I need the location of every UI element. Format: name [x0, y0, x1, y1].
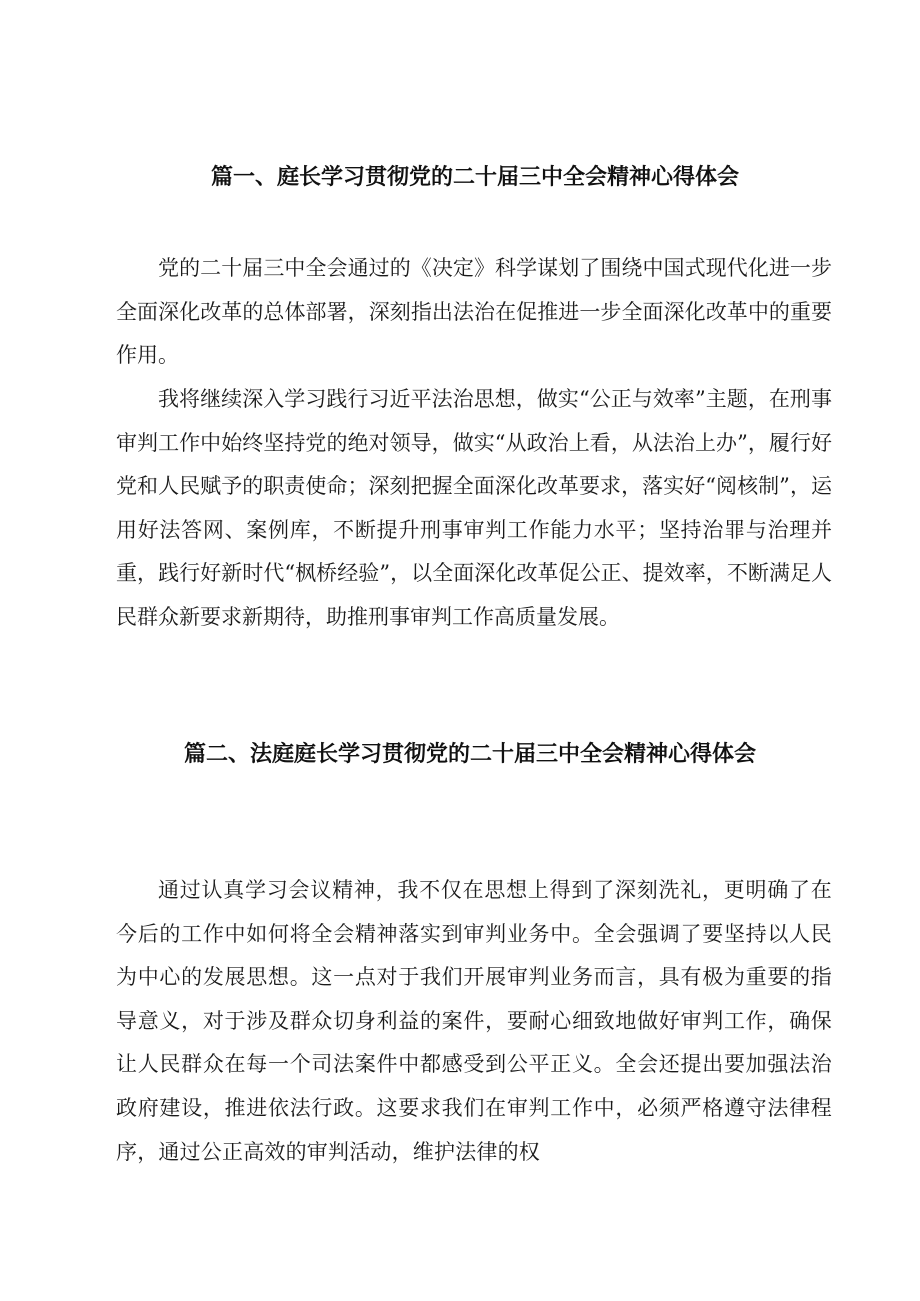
section-1-paragraph-2: 我将继续深入学习践行习近平法治思想，做实“公正与效率”主题，在刑事审判工作中始终坚持党的绝对领导，做实“从政治上看，从法治上办”，履行好党和人民赋予的职责使命；深刻把握全面深化改革要求，落实好“阅核制”，运用好法答网、案例库，不断提升刑事审判工作能力水平；坚持治罪与治理并重，践行好新时代“枫桥经验”，以全面深化改革促公正、提效率，不断满足人民群众新要求新期待，助推刑事审判工作高质量发展。	[116, 387, 832, 629]
section-2-paragraph-1: 通过认真学习会议精神，我不仅在思想上得到了深刻洗礼，更明确了在今后的工作中如何将全会精神落实到审判业务中。全会强调了要坚持以人民为中心的发展思想。这一点对于我们开展审判业务而言，具有极为重要的指导意义，对于涉及群众切身利益的案件，要耐心细致地做好审判工作，确保让人民群众在每一个司法案件中都感受到公平正义。全会还提出要加强法治政府建设，推进依法行政。这要求我们在审判工作中，必须严格遵守法律程序，通过公正高效的审判活动，维护法律的权	[116, 878, 832, 1164]
section-1-heading: 篇一、庭长学习贯彻党的二十届三中全会精神心得体会	[210, 165, 739, 190]
section-2-heading: 篇二、法庭庭长学习贯彻党的二十届三中全会精神心得体会	[183, 742, 756, 767]
section-1-paragraph-1: 党的二十届三中全会通过的《决定》科学谋划了围绕中国式现代化进一步全面深化改革的总体部署，深刻指出法治在促推进一步全面深化改革中的重要作用。	[116, 256, 832, 368]
